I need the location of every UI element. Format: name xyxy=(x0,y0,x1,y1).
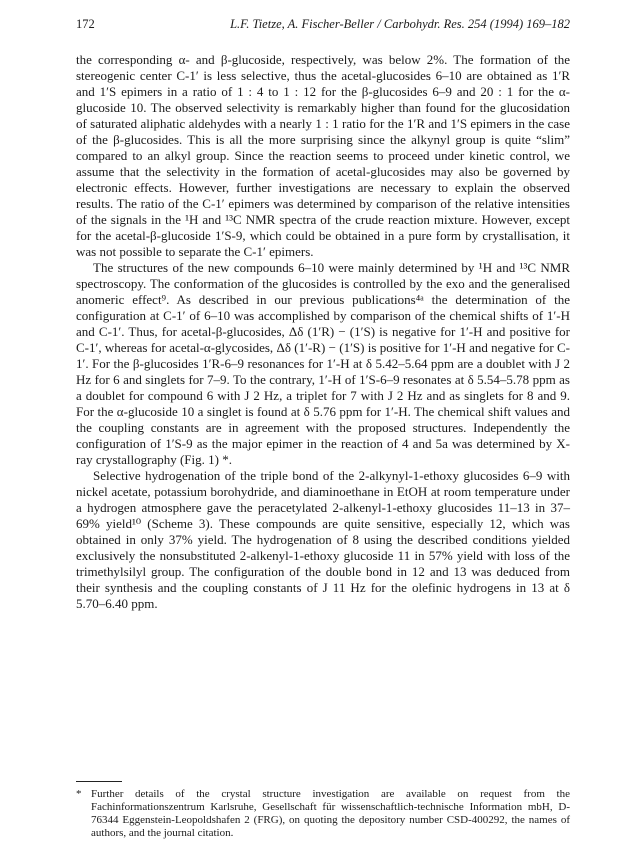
footnote-marker: * xyxy=(76,788,82,800)
page-header xyxy=(76,17,570,35)
footnote xyxy=(76,788,570,840)
footnote-divider xyxy=(76,781,122,782)
page-number: 172 xyxy=(76,17,95,31)
paragraph-selectivity: the corresponding α- and β-glucoside, respectively, was below 2%. The formation of the stereogenic center C-1′ is less selective, thus the acetal-glucosides 6–10 are obtained as 1′R and 1′S epimers in a ratio of 1 : 4 to 1 : 12 for the β-glucosides 6–9 and 20 : 1 for the α-glucoside 10. The observed selectivity is remarkably higher than found for the glucosidation of saturated aliphatic aldehydes with a nearly 1 : 1 ratio for the 1′R and 1′S epimers in the case of the β-glucosides. This is all the more surprising since the alkynyl group is quite “slim” compared to an alkyl group. Since the reaction seems to proceed under kinetic control, we assume that the selectivity in the formation of acetal-glucosides may also be governed by electronic effects. However, further investigations are necessary to explain the observed results. The ratio of the C-1′ epimers was determined by comparison of the relative intensities of the signals in the ¹H and ¹³C NMR spectra of the crude reaction mixture. However, except for the acetal-β-glucoside 1′S-9, which could be obtained in a pure form by crystallisation, it was not possible to separate the C-1′ epimers. xyxy=(76,52,570,259)
running-title: L.F. Tietze, A. Fischer-Beller / Carbohydr. Res. 254 (1994) 169–182 xyxy=(230,17,570,31)
paragraph-hydrogenation: Selective hydrogenation of the triple bond of the 2-alkynyl-1-ethoxy glucosides 6–9 with nickel acetate, potassium borohydride, and diaminoethane in EtOH at room temperature under a hydrogen atmosphere gave the peracetylated 2-alkenyl-1-ethoxy glucosides 11–13 in 37–69% yield¹⁰ (Scheme 3). These compounds are quite sensitive, especially 12, which was obtained in only 37% yield. The hydrogenation of 8 using the described conditions yielded exclusively the nonsubstituted 2-alkenyl-1-ethoxy glucoside 11 in 57% yield with loss of the trimethylsilyl group. The configuration of the double bond in 12 and 13 was deduced from their synthesis and the coupling constants of J 11 Hz for the olefinic hydrogens in 13 at δ 5.70–6.40 ppm. xyxy=(76,468,570,611)
paragraph-structures: The structures of the new compounds 6–10 were mainly determined by ¹H and ¹³C NMR spectroscopy. The conformation of the glucosides is controlled by the exo and the generalised anomeric effect⁹. As described in our previous publications⁴ᵃ the determination of the configuration at C-1′ of 6–10 was accomplished by comparison of the chemical shifts of 1′-H and C-1′. Thus, for acetal-β-glucosides, Δδ (1′R) − (1′S) is negative for 1′-H and positive for C-1′, whereas for acetal-α-glycosides, Δδ (1′-R) − (1′S) is positive for 1′-H and negative for C-1′. For the β-glucosides 1′R-6–9 resonances for 1′-H at δ 5.42–5.64 ppm are a doublet with J 2 Hz for 6 and singlets for 7–9. To the contrary, 1′-H of 1′S-6–9 resonates at δ 5.54–5.78 ppm as a doublet for compound 6 with J 2 Hz, a triplet for 7 with J 2 Hz and as singlets for 8 and 9. For the α-glucoside 10 a singlet is found at δ 5.76 ppm for 1′-H. The chemical shift values and the coupling constants are in agreement with the proposed structures. Independently the configuration of 1′S-9 as the major epimer in the reaction of 4 and 5a was determined by X-ray crystallography (Fig. 1) *. xyxy=(76,260,570,467)
footnote-text: Further details of the crystal structure investigation are available on request from the Fachinformationszentrum Karlsruhe, Gesellschaft für wissenschaftlich-technische Information mbH, D-76344 Eggenstein-Leopoldshafen 2 (FRG), on quoting the depository number CSD-400292, the names of authors, and the journal citation. xyxy=(91,788,570,839)
article-body xyxy=(76,52,570,612)
